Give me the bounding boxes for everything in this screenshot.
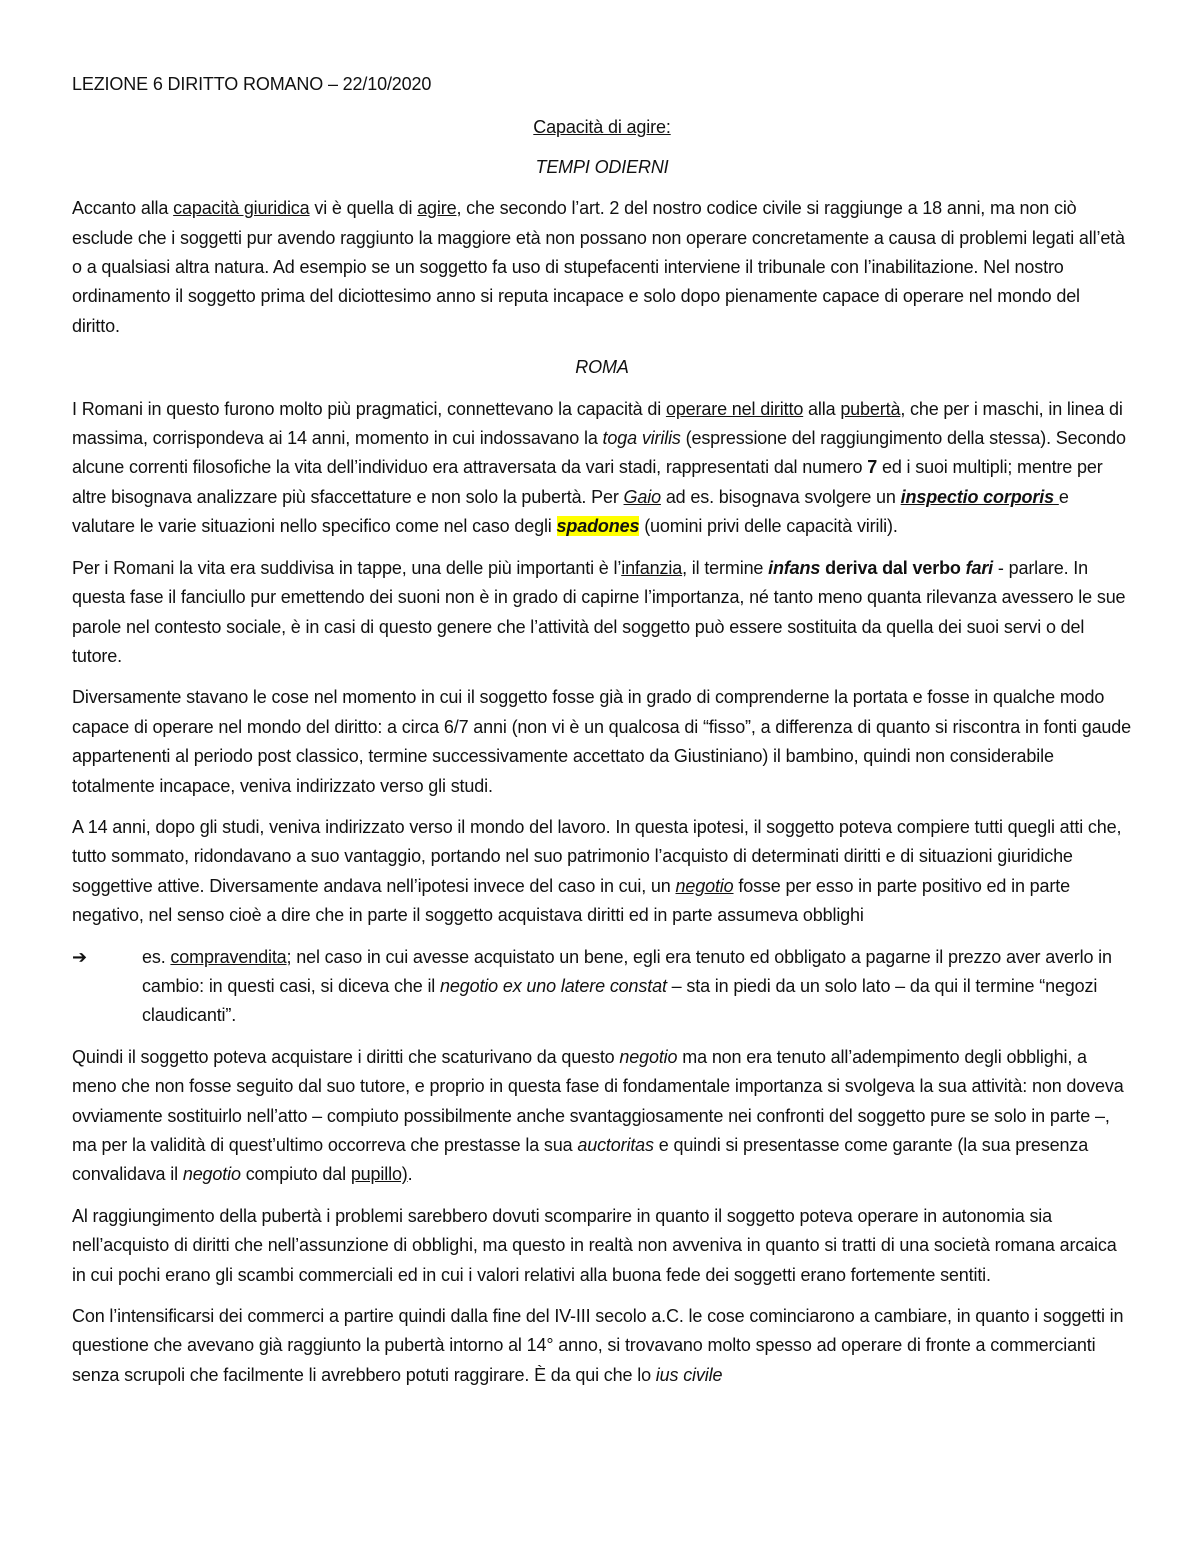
text-run: ma non era tenuto all’adempimento degli obblighi, a meno che non fosse seguito dal suo tutore, e proprio in questa fase di fondamentale importanza si svolgeva la sua attività: non doveva ovviamente sostituirlo nell’atto – compiuto possibilmente anche svantaggiosamente nei confronti del soggetto pure se solo in parte –, ma per la validità di quest’ultimo occorreva che prestasse la sua xyxy=(72,1046,1124,1155)
underlined-term: agire xyxy=(417,198,457,219)
text-run: Con l’intensificarsi dei commerci a partire quindi dalla fine del IV-III secolo a.C. le cose cominciarono a cambiare, in quanto i soggetti in questione che avevano già raggiunto la pubertà intorno al 14° anno, si trovavano molto spesso ad operare di fronte a commercianti senza scrupoli che facilmente li avrebbero potuti raggirare. È da qui che lo xyxy=(72,1306,1124,1385)
italic-term: negotio xyxy=(182,1164,241,1185)
underlined-term: pubertà xyxy=(840,398,901,419)
italic-underlined-term: Gaio xyxy=(623,486,661,507)
text-run: ; nel caso in cui avesse acquistato un bene, egli era tenuto ed obbligato a pagarne il prezzo aver averlo in cambio: in questi casi, si diceva che il xyxy=(142,946,1112,996)
paragraph-4: Diversamente stavano le cose nel momento in cui il soggetto fosse già in grado di comprenderne la portata e fosse in qualche modo capace di operare nel mondo del diritto: a circa 6/7 anni (non vi è un qualcosa di “fisso”, a differenza di quanto si riscontra in fonti gaude appartenenti al periodo post classico, termine successivamente accettato da Giustiniano) il bambino, quindi non considerabile totalmente incapace, veniva indirizzato verso gli studi. xyxy=(72,687,1132,796)
paragraph-3 xyxy=(72,554,1132,672)
paragraph-1 xyxy=(72,194,1132,341)
italic-term: ius civile xyxy=(655,1364,723,1385)
page-header: LEZIONE 6 DIRITTO ROMANO – 22/10/2020 xyxy=(72,74,432,94)
text-run: – sta in piedi da un solo lato – da qui il termine “negozi claudicanti”. xyxy=(142,975,1098,1026)
text-run: e quindi si presentasse come garante (la sua presenza convalidava il xyxy=(72,1135,1089,1185)
text-run: . xyxy=(407,1164,413,1185)
bold-italic-term: infans xyxy=(768,557,821,578)
underlined-term: pupillo) xyxy=(350,1164,408,1185)
text-run: alla xyxy=(803,398,841,419)
text-run: (uomini privi delle capacità virili). xyxy=(639,516,898,537)
italic-term: toga virilis xyxy=(602,428,681,449)
paragraph-2 xyxy=(72,395,1132,542)
page-subtitle: Capacità di agire: xyxy=(533,117,671,138)
text-run: e valutare le varie situazioni nello specifico come nel caso degli xyxy=(72,486,1069,537)
italic-term: negotio xyxy=(619,1046,678,1067)
text-run: , che secondo l’art. 2 del nostro codice civile si raggiunge a 18 anni, ma non ciò esclude che i soggetti pur avendo raggiunto la maggiore età non possano non operare concretamente a causa di problemi legati all’età o a qualsiasi altra natura. Ad esempio se un soggetto fa uso di stupefacenti interviene il tribunale con l’inabilitazione. Nel nostro ordinamento il soggetto prima del diciottesimo anno si reputa incapace e solo dopo pienamente capace di operare nel mondo del diritto. xyxy=(72,198,1125,336)
underlined-term: compravendita xyxy=(170,946,287,967)
text-run: , il termine xyxy=(682,557,769,578)
text-run: Accanto alla xyxy=(72,198,174,219)
section-title-tempi-odierni: TEMPI ODIERNI xyxy=(535,156,669,177)
section-title-roma: ROMA xyxy=(575,357,629,378)
text-run: ad es. bisognava svolgere un xyxy=(660,486,901,507)
italic-underlined-term: negotio xyxy=(675,875,734,896)
text-run: , che per i maschi, in linea di massima, corrispondeva ai 14 anni, momento in cui indossavano la xyxy=(72,398,1123,449)
paragraph-6 xyxy=(72,1043,1132,1190)
text-run: Quindi il soggetto poteva acquistare i diritti che scaturivano da questo xyxy=(72,1046,620,1067)
paragraph-5 xyxy=(72,813,1132,931)
text-run: A 14 anni, dopo gli studi, veniva indirizzato verso il mondo del lavoro. In questa ipotesi, il soggetto poteva compiere tutti quegli atti che, tutto sommato, ridondavano a suo vantaggio, portando nel suo patrimonio l’acquisto di determinati diritti e di situazioni giuridiche soggettive attive. Diversamente andava nell’ipotesi invece del caso in cui, un xyxy=(72,816,1122,896)
bold-number: 7 xyxy=(867,457,878,478)
text-run: Per i Romani la vita era suddivisa in tappe, una delle più importanti è l’ xyxy=(72,557,622,578)
document-page xyxy=(72,70,1132,1402)
paragraph-7: Al raggiungimento della pubertà i problemi sarebbero dovuti scomparire in quanto il soggetto poteva operare in autonomia sia nell’acquisto di diritti che nell’assunzione di obblighi, ma questo in realtà non avveniva in quanto si tratti di una società romana arcaica in cui pochi erano gli scambi commerciali ed in cui i valori relativi alla buona fede dei soggetti erano fortemente sentiti. xyxy=(72,1205,1117,1285)
paragraph-8 xyxy=(72,1302,1132,1390)
underlined-term: infanzia xyxy=(621,557,683,578)
underlined-term: capacità giuridica xyxy=(173,198,310,219)
bold-italic-term: fari xyxy=(965,557,994,578)
bold-italic-underlined-term: inspectio corporis xyxy=(900,486,1059,507)
arrow-bullet-icon: ➔ xyxy=(72,946,87,967)
italic-term: auctoritas xyxy=(577,1135,654,1155)
text-run: es. xyxy=(142,946,171,967)
text-run: I Romani in questo furono molto più pragmatici, connettevano la capacità di xyxy=(72,398,666,419)
text-run: fosse per esso in parte positivo ed in parte negativo, nel senso cioè a dire che in parte il soggetto acquistava diritti ed in parte assumeva obblighi xyxy=(72,875,1070,926)
bullet-text xyxy=(142,943,1132,1031)
text-run: (espressione del raggiungimento della stessa). Secondo alcune correnti filosofiche la vita dell’individuo era attraversata da vari stadi, rappresentati dal numero xyxy=(72,428,1126,478)
underlined-term: operare nel diritto xyxy=(665,398,804,419)
text-run: ed i suoi multipli; mentre per altre bisognava analizzare più sfaccettature e non solo la pubertà. Per xyxy=(72,457,1103,507)
italic-term: negotio ex uno latere constat xyxy=(440,975,667,996)
text-run: compiuto dal xyxy=(240,1164,351,1185)
text-run: vi è quella di xyxy=(309,198,418,219)
bullet-item xyxy=(72,943,1132,1031)
text-run: - parlare. In questa fase il fanciullo pur emettendo dei suoni non è in grado di capirne l’importanza, né tanto meno quanta rilevanza avessero le sue parole nel contesto sociale, è in casi di questo genere che l’attività del soggetto può essere sostituita da quella dei suoi servi o del tutore. xyxy=(72,557,1126,666)
highlighted-term: spadones xyxy=(556,516,640,537)
bold-text: deriva dal verbo xyxy=(820,557,966,578)
